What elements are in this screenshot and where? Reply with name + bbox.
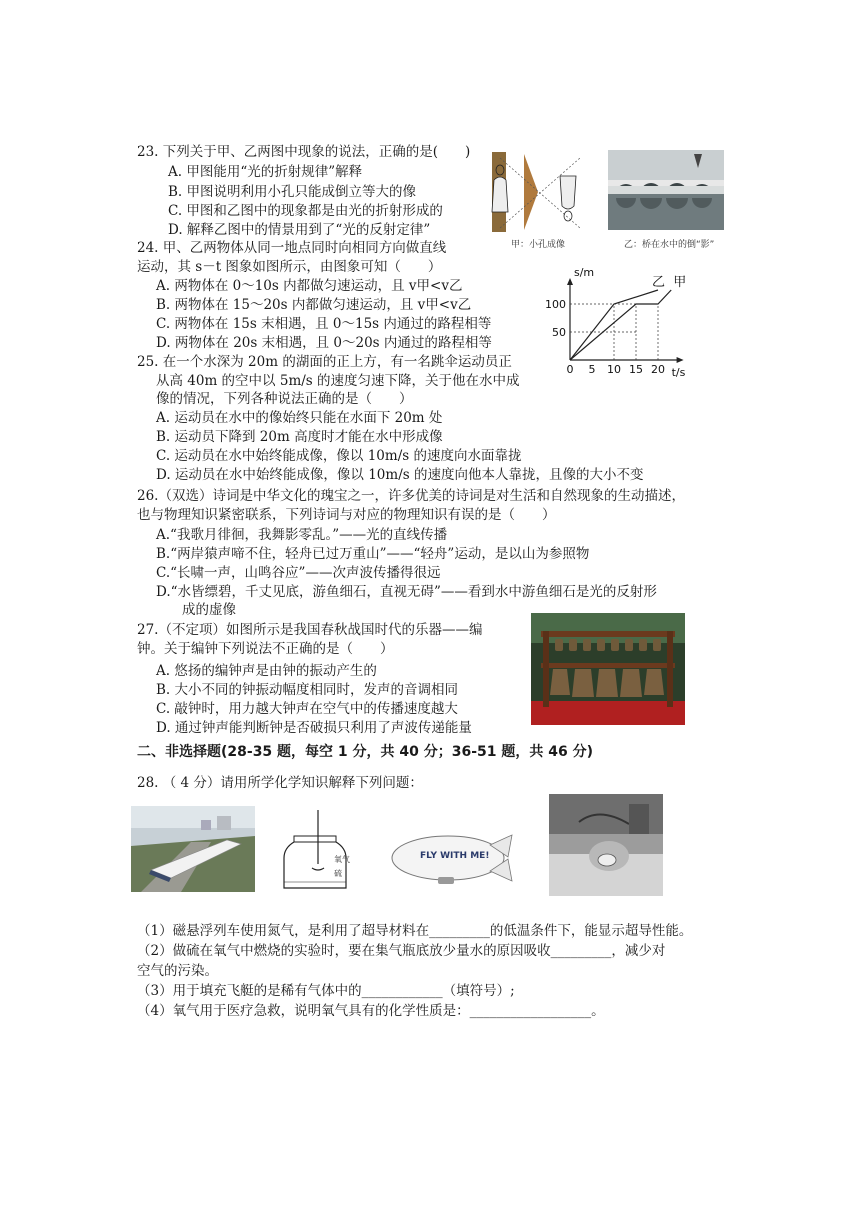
q27-option-b: B. 大小不同的钟振动幅度相同时，发声的音调相同 xyxy=(156,682,459,698)
pinhole-image xyxy=(484,150,588,234)
q27-stem-line1: 27.（不定项）如图所示是我国春秋战国时代的乐器——编 xyxy=(137,622,483,638)
q25-stem-line3: 像的情况，下列各种说法正确的是（ ） xyxy=(156,391,413,407)
q28-stem: 28. （ 4 分）请用所学化学知识解释下列问题： xyxy=(137,775,423,791)
q25-option-d: D. 运动员在水中始终能成像，像以 10m/s 的速度向他本人靠拢，且像的大小不变 xyxy=(156,467,644,483)
caption-pinhole: 甲：小孔成像 xyxy=(511,240,566,250)
series-label: 甲 xyxy=(673,275,687,290)
q24-option-b: B. 两物体在 15～20s 内都做匀速运动，且 v甲<v乙 xyxy=(156,297,472,313)
q26-stem-line2: 也与物理知识紧密联系，下列诗词与对应的物理知识有误的是（ ） xyxy=(137,507,556,523)
q27-option-d: D. 通过钟声能判断钟是否破损只利用了声波传递能量 xyxy=(156,720,472,736)
q28-part2-cont: 空气的污染。 xyxy=(137,963,218,979)
y-axis-arrow xyxy=(567,278,573,285)
y-axis-label: s/m xyxy=(574,266,595,279)
q25-option-b: B. 运动员下降到 20m 高度时才能在水中形成像 xyxy=(156,429,443,445)
q23-option-a: A. 甲图能用“光的折射规律”解释 xyxy=(168,164,363,180)
q23-option-d: D. 解释乙图中的情景用到了“光的反射定律” xyxy=(168,222,431,238)
q25-stem-line2: 从高 40m 的空中以 5m/s 的速度匀速下降，关于他在水中成 xyxy=(156,373,520,389)
series-line-jia xyxy=(570,290,671,360)
q26-stem-line1: 26.（双选）诗词是中华文化的瑰宝之一，许多优美的诗词是对生活和自然现象的生动描述， xyxy=(137,488,685,504)
q26-option-d: D.“水皆缥碧，千丈见底，游鱼细石，直视无碍”——看到水中游鱼细石是光的反射形 xyxy=(156,584,657,600)
bridge-reflection-photo xyxy=(608,150,724,230)
q23-option-c: C. 甲图和乙图中的现象都是由光的折射形成的 xyxy=(168,203,443,219)
q24-stem-line2: 运动，其 s－t 图象如图所示，由图象可知（ ） xyxy=(137,259,442,275)
q28-part1: （1）磁悬浮列车使用氮气，是利用了超导材料在_________的低温条件下，能显示超导性能。 xyxy=(137,923,693,939)
q25-stem-line1: 25. 在一个水深为 20m 的湖面的正上方，有一名跳伞运动员正 xyxy=(137,354,512,370)
q23-stem: 23. 下列关于甲、乙两图中现象的说法，正确的是( ) xyxy=(137,144,471,160)
x-tick-label: 5 xyxy=(588,363,596,376)
bianzhong-photo xyxy=(531,613,685,725)
sulfur-burning-jar-diagram xyxy=(272,808,368,894)
st-chart xyxy=(538,264,690,382)
q23-option-b: B. 甲图说明利用小孔只能成倒立等大的像 xyxy=(168,184,417,200)
q28-part3: （3）用于填充飞艇的是稀有气体中的____________（填符号）; xyxy=(137,983,515,999)
q27-option-c: C. 敲钟时，用力越大钟声在空气中的传播速度越大 xyxy=(156,701,458,717)
x-tick-label: 0 xyxy=(566,363,574,376)
q25-option-c: C. 运动员在水中始终能成像，像以 10m/s 的速度向水面靠拢 xyxy=(156,448,522,464)
q25-option-a: A. 运动员在水中的像始终只能在水面下 20m 处 xyxy=(156,410,443,426)
series-label: 乙 xyxy=(652,275,666,290)
q24-stem-line1: 24. 甲、乙两物体从同一地点同时向相同方向做直线 xyxy=(137,240,447,256)
jar-label-sulfur: 硫 xyxy=(334,869,342,878)
q26-option-a: A.“我歌月徘徊，我舞影零乱。”——光的直线传播 xyxy=(156,527,448,543)
q26-option-b: B.“两岸猿声啼不住，轻舟已过万重山”——“轻舟”运动，是以山为参照物 xyxy=(156,546,590,562)
q26-option-d-continued: 成的虚像 xyxy=(182,602,236,618)
x-tick-label: 20 xyxy=(651,363,665,376)
medical-oxygen-photo xyxy=(549,794,663,896)
maglev-train-photo xyxy=(131,806,255,892)
jar-label-oxygen: 氧气 xyxy=(334,855,350,864)
q27-stem-line2: 钟。关于编钟下列说法不正确的是（ ） xyxy=(137,641,394,657)
q27-option-a: A. 悠扬的编钟声是由钟的振动产生的 xyxy=(156,663,377,679)
q24-option-a: A. 两物体在 0～10s 内都做匀速运动，且 v甲<v乙 xyxy=(156,278,463,294)
q24-option-d: D. 两物体在 20s 末相遇，且 0～20s 内通过的路程相等 xyxy=(156,335,492,351)
blimp-text: FLY WITH ME! xyxy=(420,851,490,861)
q24-option-c: C. 两物体在 15s 末相遇，且 0～15s 内通过的路程相等 xyxy=(156,316,492,332)
y-tick-label: 100 xyxy=(545,298,566,311)
q28-part2: （2）做硫在氧气中燃烧的实验时，要在集气瓶底放少量水的原因吸收_________，减少对 xyxy=(137,943,666,959)
y-tick-label: 50 xyxy=(552,326,566,339)
x-tick-label: 15 xyxy=(629,363,643,376)
q28-part4: （4）氧气用于医疗急救，说明氧气具有的化学性质是：__________________。 xyxy=(137,1003,605,1019)
blimp-image xyxy=(390,827,516,889)
x-axis-arrow xyxy=(677,357,684,363)
x-axis-label: t/s xyxy=(671,366,686,379)
caption-bridge: 乙：桥在水中的倒“影” xyxy=(624,240,715,250)
x-tick-label: 10 xyxy=(607,363,621,376)
section2-heading: 二、非选择题(28-35 题，每空 1 分，共 40 分；36-51 题，共 46 分) xyxy=(137,744,594,760)
q26-option-c: C.“长啸一声，山鸣谷应”——次声波传播得很远 xyxy=(156,565,441,581)
